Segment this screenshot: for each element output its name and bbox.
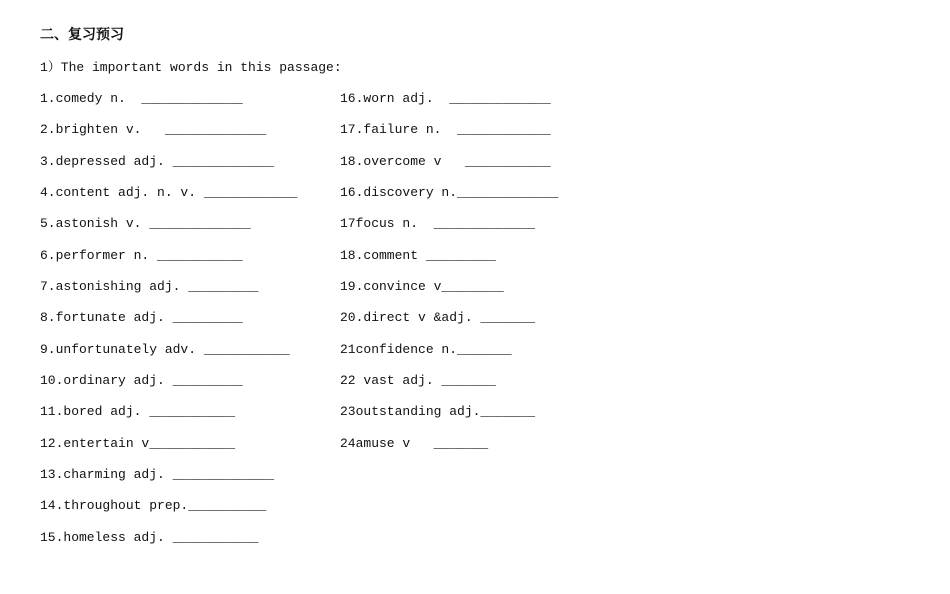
vocab-item: 14.throughout prep.__________ bbox=[40, 498, 267, 514]
vocab-column-left bbox=[40, 89, 297, 559]
vocab-item: 4.content adj. n. v. ____________ bbox=[40, 185, 298, 201]
vocab-item: 8.fortunate adj. _________ bbox=[40, 310, 243, 326]
vocab-column-right bbox=[340, 89, 558, 465]
vocab-item: 3.depressed adj. _____________ bbox=[40, 153, 275, 169]
vocab-item: 13.charming adj. _____________ bbox=[40, 467, 275, 483]
vocab-item: 2.brighten v. _____________ bbox=[40, 122, 267, 138]
vocab-item: 6.performer n. ___________ bbox=[40, 247, 243, 263]
vocab-item: 11.bored adj. ___________ bbox=[40, 404, 236, 420]
vocab-item: 19.convince v________ bbox=[340, 279, 504, 295]
vocab-item: 21confidence n._______ bbox=[340, 341, 512, 357]
vocab-item: 16.worn adj. _____________ bbox=[340, 91, 551, 106]
vocab-item: 17.failure n. ____________ bbox=[340, 122, 551, 138]
vocab-item: 12.entertain v___________ bbox=[40, 435, 236, 451]
vocab-item: 23outstanding adj._______ bbox=[340, 404, 536, 420]
vocab-item: 22 vast adj. _______ bbox=[340, 373, 497, 389]
vocab-item: 18.overcome v ___________ bbox=[340, 153, 551, 169]
vocab-item: 1.comedy n. _____________ bbox=[40, 91, 243, 106]
intro-line: 1）The important words in this passage: bbox=[40, 60, 342, 75]
vocab-item: 18.comment _________ bbox=[340, 247, 497, 263]
vocab-item: 7.astonishing adj. _________ bbox=[40, 279, 259, 295]
vocab-item: 16.discovery n._____________ bbox=[340, 185, 559, 201]
vocab-item: 10.ordinary adj. _________ bbox=[40, 373, 243, 389]
vocab-item: 17focus n. _____________ bbox=[340, 216, 536, 232]
section-heading: 二、复习预习 bbox=[40, 27, 124, 43]
vocab-item: 9.unfortunately adv. ___________ bbox=[40, 341, 290, 357]
vocab-item: 20.direct v &adj. _______ bbox=[340, 310, 536, 326]
vocab-item: 24amuse v _______ bbox=[340, 435, 489, 451]
vocab-item: 15.homeless adj. ___________ bbox=[40, 529, 259, 545]
vocab-item: 5.astonish v. _____________ bbox=[40, 216, 251, 232]
